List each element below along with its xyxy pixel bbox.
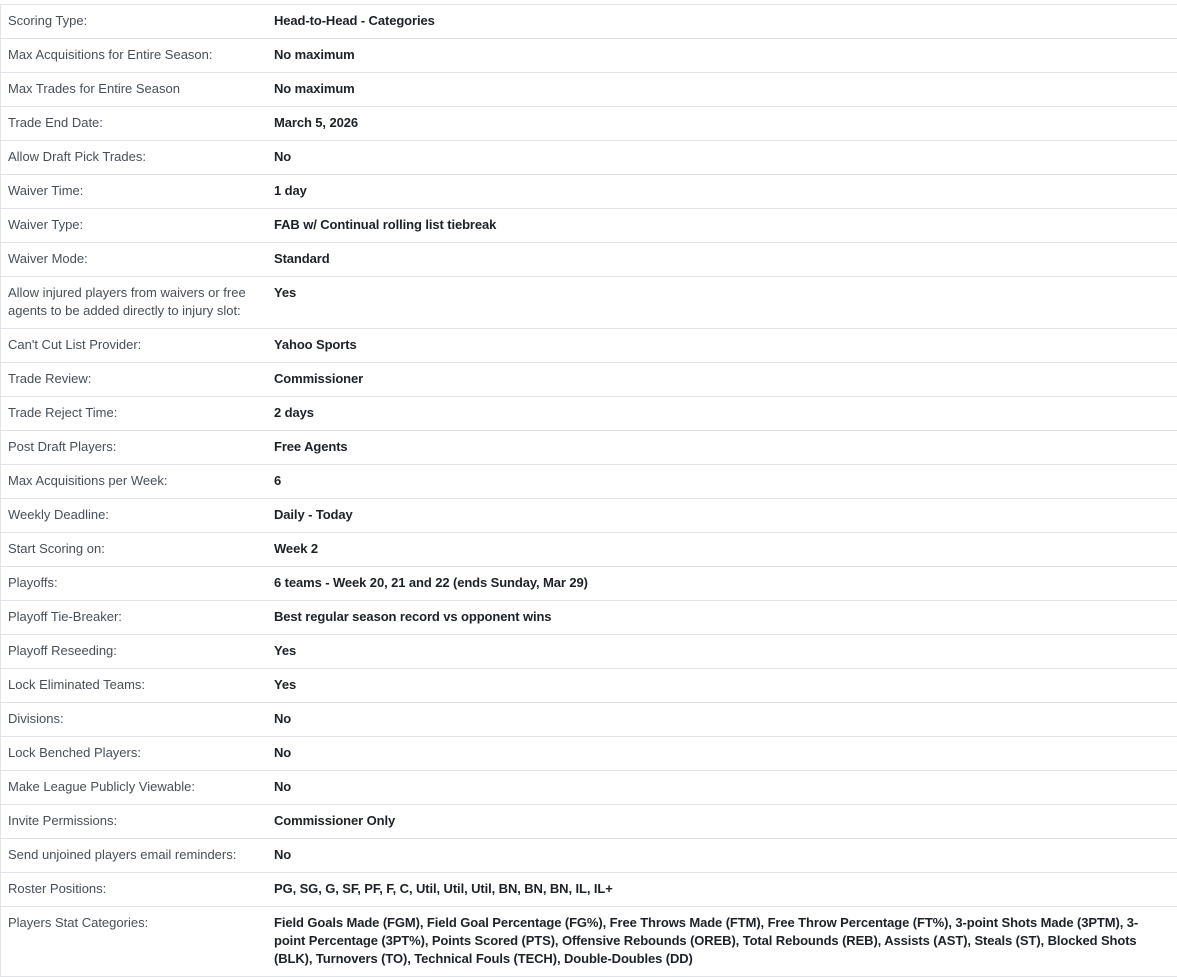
setting-row-lock-eliminated-teams — [1, 669, 1177, 703]
setting-row-playoff-reseeding — [1, 635, 1177, 669]
setting-row-playoffs — [1, 567, 1177, 601]
setting-value: FAB w/ Continual rolling list tiebreak — [274, 217, 497, 232]
setting-value: 2 days — [274, 405, 314, 420]
setting-label: Playoff Tie-Breaker: — [8, 609, 122, 624]
setting-row-send-unjoined-reminders — [1, 839, 1177, 873]
setting-value: 1 day — [274, 183, 307, 198]
setting-label: Playoffs: — [8, 575, 58, 590]
setting-value: 6 — [274, 473, 282, 488]
setting-label: Send unjoined players email reminders: — [8, 847, 237, 862]
setting-value: No maximum — [274, 81, 355, 96]
setting-label: Invite Permissions: — [8, 813, 118, 828]
setting-value: No — [274, 711, 292, 726]
setting-row-trade-end-date — [1, 107, 1177, 141]
setting-row-waiver-mode — [1, 243, 1177, 277]
setting-value: No — [274, 149, 292, 164]
setting-value: Yes — [274, 677, 297, 692]
setting-label: Lock Eliminated Teams: — [8, 677, 146, 692]
setting-label: Playoff Reseeding: — [8, 643, 117, 658]
setting-row-lock-benched-players — [1, 737, 1177, 771]
setting-label: Max Acquisitions for Entire Season: — [8, 47, 213, 62]
setting-label: Make League Publicly Viewable: — [8, 779, 195, 794]
setting-value: Yes — [274, 643, 297, 658]
setting-label: Players Stat Categories: — [8, 915, 149, 930]
setting-value: No — [274, 779, 292, 794]
setting-label: Lock Benched Players: — [8, 745, 141, 760]
setting-value: Daily - Today — [274, 507, 353, 522]
setting-label: Scoring Type: — [8, 13, 88, 28]
setting-row-scoring-type — [1, 5, 1177, 39]
setting-row-make-league-publicly-viewable — [1, 771, 1177, 805]
setting-label: Trade Reject Time: — [8, 405, 118, 420]
setting-label: Max Acquisitions per Week: — [8, 473, 168, 488]
setting-row-max-acquisitions-week — [1, 465, 1177, 499]
setting-label: Waiver Time: — [8, 183, 84, 198]
setting-label: Post Draft Players: — [8, 439, 117, 454]
setting-row-playoff-tie-breaker — [1, 601, 1177, 635]
setting-value: Head-to-Head - Categories — [274, 13, 435, 28]
setting-row-start-scoring-on — [1, 533, 1177, 567]
setting-row-allow-draft-pick-trades — [1, 141, 1177, 175]
setting-value: Best regular season record vs opponent wins — [274, 609, 552, 624]
setting-row-waiver-time — [1, 175, 1177, 209]
setting-value: Free Agents — [274, 439, 348, 454]
setting-value: Yes — [274, 285, 297, 300]
setting-row-trade-reject-time — [1, 397, 1177, 431]
setting-label: Allow Draft Pick Trades: — [8, 149, 146, 164]
setting-value: Week 2 — [274, 541, 318, 556]
setting-row-cant-cut-list-provider — [1, 329, 1177, 363]
setting-label: Start Scoring on: — [8, 541, 105, 556]
setting-value: No maximum — [274, 47, 355, 62]
setting-row-waiver-type — [1, 209, 1177, 243]
setting-value: PG, SG, G, SF, PF, F, C, Util, Util, Util, BN, BN, BN, IL, IL+ — [274, 881, 613, 896]
setting-value: March 5, 2026 — [274, 115, 358, 130]
setting-value: Commissioner — [274, 371, 364, 386]
setting-row-invite-permissions — [1, 805, 1177, 839]
setting-row-weekly-deadline — [1, 499, 1177, 533]
setting-label: Divisions: — [8, 711, 64, 726]
setting-label: Weekly Deadline: — [8, 507, 109, 522]
setting-row-players-stat-categories — [1, 907, 1177, 977]
setting-row-post-draft-players — [1, 431, 1177, 465]
setting-value: No — [274, 847, 292, 862]
setting-label: Waiver Mode: — [8, 251, 88, 266]
setting-label: Trade End Date: — [8, 115, 103, 130]
setting-value: Standard — [274, 251, 330, 266]
setting-label: Trade Review: — [8, 371, 92, 386]
league-settings-table — [0, 4, 1177, 977]
setting-row-max-trades-season — [1, 73, 1177, 107]
setting-row-injured-players-injury-slot — [1, 277, 1177, 329]
league-settings-page — [0, 4, 1177, 977]
setting-row-divisions — [1, 703, 1177, 737]
setting-value: Yahoo Sports — [274, 337, 357, 352]
setting-value: 6 teams - Week 20, 21 and 22 (ends Sunday, Mar 29) — [274, 575, 588, 590]
setting-value: Commissioner Only — [274, 813, 396, 828]
setting-label: Allow injured players from waivers or free agents to be added directly to injury slot: — [8, 285, 246, 318]
setting-value: Field Goals Made (FGM), Field Goal Percentage (FG%), Free Throws Made (FTM), Free Throw Percentage (FT%), 3-point Shots Made (3PTM), 3-point Percentage (3PT%), Points Scored (PTS), Offensive Rebounds (OREB), Total Rebounds (REB), Assists (AST), Steals (ST), Blocked Shots (BLK), Turnovers (TO), Technical Fouls (TECH), Double-Doubles (DD) — [274, 915, 1139, 966]
setting-label: Roster Positions: — [8, 881, 107, 896]
setting-row-roster-positions — [1, 873, 1177, 907]
setting-label: Can't Cut List Provider: — [8, 337, 142, 352]
setting-label: Waiver Type: — [8, 217, 84, 232]
setting-value: No — [274, 745, 292, 760]
setting-label: Max Trades for Entire Season — [8, 81, 180, 96]
setting-row-max-acquisitions-season — [1, 39, 1177, 73]
setting-row-trade-review — [1, 363, 1177, 397]
